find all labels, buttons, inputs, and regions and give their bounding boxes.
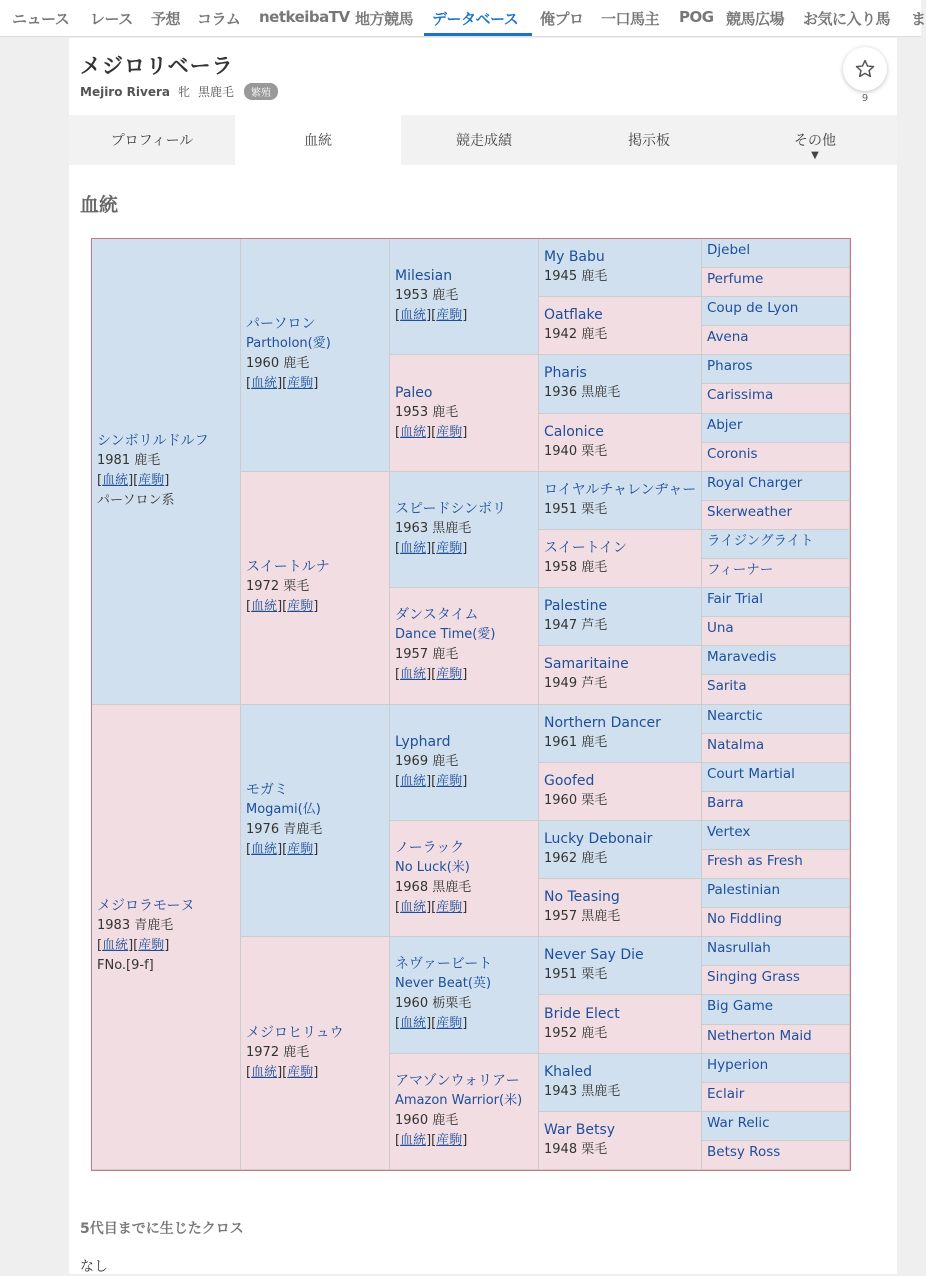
ancestor-name[interactable]: Paleo [395,384,433,401]
pedigree-cell-g5 [702,1083,850,1112]
pedigree-cell-g5 [702,850,850,879]
pedigree-cell-g2 [241,937,390,1170]
pedigree-link[interactable]: 血統 [251,599,278,615]
pedigree-cell-g2 [241,705,390,938]
pedigree-link[interactable]: 血統 [102,938,129,954]
nav-active-indicator [424,33,532,36]
ancestor-name[interactable]: Pharis [544,365,587,382]
pedigree-cell-g5 [702,675,850,704]
pedigree-cell-g5 [702,1025,850,1054]
pedigree-link[interactable]: 血統 [400,424,427,440]
ancestor-name[interactable]: Skerweather [707,503,793,520]
pedigree-cell-g4 [539,937,702,995]
pedigree-cell-g3 [390,239,539,355]
tab-4[interactable] [732,115,898,165]
favorite-count: 9 [861,93,869,104]
ancestor-name[interactable]: Court Martial [707,765,795,782]
nav-item-11[interactable]: お気に入り馬 [803,10,891,28]
ancestor-info: 1962 鹿毛 [544,850,608,866]
ancestor-name[interactable]: スイートルナ [246,559,330,576]
pedigree-cell-g5 [702,384,850,413]
ancestor-info: 1958 鹿毛 [544,560,608,576]
pedigree-cell-g3 [390,588,539,704]
ancestor-name[interactable]: Calonice [544,423,604,440]
ancestor-info: 1953 鹿毛 [395,288,459,304]
pedigree-link[interactable]: 血統 [400,308,427,324]
ancestor-info: 1936 黒鹿毛 [544,385,621,401]
pedigree-cell-g5 [702,326,850,355]
ancestor-info: 1948 栗毛 [544,1141,608,1157]
pedigree-cell-g5 [702,355,850,384]
pedigree-links: [血統][産駒] [395,1132,468,1148]
ancestor-info: 1972 栗毛 [246,579,310,595]
pedigree-link[interactable]: 血統 [400,1132,427,1148]
produce-link[interactable]: 産駒 [436,773,463,789]
pedigree-link[interactable]: 血統 [400,773,427,789]
pedigree-cell-g5 [702,821,850,850]
ancestor-info: 1969 鹿毛 [395,753,459,769]
ancestor-name[interactable]: No Fiddling [707,911,782,928]
ancestor-info: 1961 鹿毛 [544,734,608,750]
ancestor-name[interactable]: Sarita [707,678,747,695]
pedigree-cell-g1 [92,239,241,705]
ancestor-info: 1951 栗毛 [544,967,608,983]
nav-item-1[interactable]: レース [90,10,133,28]
ancestor-name-en[interactable]: No Luck(米) [395,860,470,876]
ancestor-info: 1943 黒鹿毛 [544,1083,621,1099]
nav-item-8[interactable]: 一口馬主 [601,10,660,28]
ancestor-name[interactable]: Betsy Ross [707,1143,781,1160]
tab-bar [69,115,897,165]
pedigree-cell-g5 [702,472,850,501]
pedigree-cell-g4 [539,995,702,1053]
ancestor-info: 1960 鹿毛 [246,356,310,372]
pedigree-links: [血統][産駒] [395,773,468,789]
ancestor-info: 1940 栗毛 [544,443,608,459]
pedigree-links: [血統][産駒] [395,308,468,324]
pedigree-links: [血統][産駒] [395,424,468,440]
produce-link[interactable]: 産駒 [436,1132,463,1148]
ancestor-name[interactable]: Samaritaine [544,656,629,673]
tab-label: プロフィール [110,133,194,149]
ancestor-extra: パーソロン系 [97,492,175,508]
produce-link[interactable]: 産駒 [138,938,165,954]
pedigree-cell-g4 [539,297,702,355]
tab-3[interactable] [566,115,732,165]
ancestor-name[interactable]: パーソロン [246,316,316,333]
ancestor-name[interactable]: Carissima [707,387,774,404]
produce-link[interactable]: 産駒 [436,667,463,683]
produce-link[interactable]: 産駒 [436,424,463,440]
ancestor-name[interactable]: Eclair [707,1085,745,1102]
ancestor-info: 1960 栃栗毛 [395,996,472,1012]
ancestor-name[interactable]: War Relic [707,1114,770,1131]
ancestor-info: 1957 黒鹿毛 [544,909,621,925]
ancestor-info: 1951 栗毛 [544,501,608,517]
pedigree-cell-g4 [539,646,702,704]
ancestor-name[interactable]: スイートイン [544,540,628,557]
pedigree-link[interactable]: 血統 [400,667,427,683]
pedigree-cell-g4 [539,1112,702,1170]
pedigree-link[interactable]: 血統 [251,841,278,857]
pedigree-cell-g5 [702,908,850,937]
pedigree-cell-g5 [702,239,850,268]
pedigree-cell-g4 [539,821,702,879]
ancestor-name[interactable]: Never Say Die [544,947,644,964]
ancestor-name[interactable]: My Babu [544,249,605,266]
ancestor-name[interactable]: Palestinian [707,882,781,899]
pedigree-cell-g3 [390,472,539,588]
ancestor-name[interactable]: Big Game [707,998,774,1015]
nav-item-10[interactable]: 競馬広場 [726,10,785,28]
pedigree-cell-g5 [702,879,850,908]
ancestor-name[interactable]: Singing Grass [707,969,800,986]
ancestor-name[interactable]: Lyphard [395,733,451,750]
ancestor-name[interactable]: Bride Elect [544,1005,620,1022]
pedigree-links: [血統][産駒] [246,376,319,392]
ancestor-name[interactable]: Pharos [707,358,753,375]
ancestor-info: 1957 鹿毛 [395,647,459,663]
pedigree-cell-g5 [702,792,850,821]
ancestor-name[interactable]: Khaled [544,1063,593,1080]
ancestor-name[interactable]: Nearctic [707,707,763,724]
pedigree-cell-g4 [539,239,702,297]
ancestor-name[interactable]: Fresh as Fresh [707,852,803,869]
nav-item-4[interactable]: netkeibaTV [259,8,350,26]
nav-item-9[interactable]: POG [679,8,714,26]
pedigree-link[interactable]: 血統 [251,1064,278,1080]
ancestor-name[interactable]: ネヴァービート [395,956,493,973]
nav-item-2[interactable]: 予想 [151,10,181,28]
ancestor-info: 1976 青鹿毛 [246,821,323,837]
pedigree-cell-g3 [390,1054,539,1170]
tab-2[interactable] [401,115,567,165]
pedigree-cell-g4 [539,1054,702,1112]
produce-link[interactable]: 産駒 [436,1016,463,1032]
ancestor-name[interactable]: Una [707,620,734,637]
ancestor-name[interactable]: Fair Trial [707,591,763,608]
pedigree-links: [血統][産駒] [395,900,468,916]
ancestor-name[interactable]: War Betsy [544,1121,616,1138]
tab-0[interactable] [69,115,235,165]
produce-link[interactable]: 産駒 [287,599,314,615]
pedigree-link[interactable]: 血統 [400,1016,427,1032]
ancestor-info: 1952 鹿毛 [544,1025,608,1041]
pedigree-cell-g5 [702,1112,850,1141]
main-panel [69,38,897,1274]
pedigree-links: [血統][産駒] [97,472,170,488]
ancestor-name[interactable]: Hyperion [707,1056,769,1073]
ancestor-name[interactable]: Royal Charger [707,474,803,491]
ancestor-name[interactable]: ロイヤルチャレンヂャー [544,481,697,498]
ancestor-name[interactable]: Abjer [707,416,743,433]
produce-link[interactable]: 産駒 [287,1064,314,1080]
horse-subtitle [80,83,278,100]
horse-name-en: Mejiro Rivera [80,84,170,99]
ancestor-info: 1953 鹿毛 [395,404,459,420]
top-navigation [0,0,926,37]
pedigree-cell-g1 [92,705,241,1171]
tab-label: 競走成績 [456,133,512,149]
pedigree-cell-g5 [702,588,850,617]
ancestor-name[interactable]: No Teasing [544,889,620,906]
tab-label: 掲示板 [628,133,670,149]
nav-item-5[interactable]: 地方競馬 [355,10,414,28]
ancestor-name[interactable]: Perfume [707,271,764,288]
ancestor-name[interactable]: ノーラック [395,840,465,857]
ancestor-name[interactable]: Coup de Lyon [707,300,799,317]
ancestor-name[interactable]: Oatflake [544,307,603,324]
nav-item-7[interactable]: 俺プロ [540,10,584,28]
ancestor-name[interactable]: Natalma [707,736,765,753]
ancestor-name[interactable]: シンボリルドルフ [97,432,209,449]
section-title: 血統 [80,194,119,216]
ancestor-name[interactable]: Netherton Maid [707,1027,812,1044]
pedigree-cell-g4 [539,472,702,530]
ancestor-info: 1960 鹿毛 [395,1112,459,1128]
pedigree-link[interactable]: 血統 [102,472,129,488]
produce-link[interactable]: 産駒 [436,900,463,916]
ancestor-info: 1981 鹿毛 [97,452,161,468]
ancestor-name[interactable]: スピードシンボリ [395,500,507,517]
ancestor-name[interactable]: Coronis [707,445,758,462]
ancestor-name[interactable]: Palestine [544,598,608,615]
ancestor-name[interactable]: モガミ [246,781,288,798]
produce-link[interactable]: 産駒 [436,540,463,556]
star-outline-icon [854,58,876,80]
ancestor-info: 1942 鹿毛 [544,327,608,343]
pedigree-cell-g4 [539,414,702,472]
favorite-button[interactable] [843,47,887,91]
pedigree-links: [血統][産駒] [246,1064,319,1080]
pedigree-links: [血統][産駒] [97,938,170,954]
pedigree-cell-g4 [539,705,702,763]
ancestor-info: 1945 鹿毛 [544,269,608,285]
ancestor-info: 1963 黒鹿毛 [395,520,472,536]
produce-link[interactable]: 産駒 [138,472,165,488]
tab-label: 血統 [304,133,332,149]
pedigree-cell-g5 [702,501,850,530]
pedigree-cell-g3 [390,821,539,937]
pedigree-links: [血統][産駒] [395,1016,468,1032]
ancestor-name[interactable]: Djebel [707,242,751,258]
pedigree-cell-g5 [702,559,850,588]
cross-title: 5代目までに生じたクロス [80,1221,244,1237]
pedigree-cell-g5 [702,414,850,443]
pedigree-cell-g5 [702,617,850,646]
pedigree-cell-g5 [702,995,850,1024]
ancestor-name[interactable]: メジロラモーヌ [97,898,195,915]
produce-link[interactable]: 産駒 [436,308,463,324]
tab-1[interactable] [235,115,401,165]
pedigree-cell-g4 [539,879,702,937]
pedigree-cell-g3 [390,705,539,821]
pedigree-cell-g5 [702,763,850,792]
pedigree-links: [血統][産駒] [395,540,468,556]
ancestor-extra: FNo.[9-f] [97,958,154,974]
pedigree-cell-g4 [539,763,702,821]
ancestor-name[interactable]: フィーナー [707,562,774,579]
pedigree-cell-g3 [390,355,539,471]
ancestor-name[interactable]: Goofed [544,772,595,789]
ancestor-name[interactable]: Maravedis [707,649,777,666]
nav-item-0[interactable]: ニュース [12,10,70,28]
ancestor-name[interactable]: Barra [707,794,744,811]
pedigree-cell-g5 [702,297,850,326]
ancestor-name[interactable]: ライジングライト [707,532,814,549]
pedigree-cell-g4 [539,588,702,646]
cross-value: なし [80,1259,108,1275]
pedigree-cell-g5 [702,268,850,297]
pedigree-cell-g5 [702,1141,850,1170]
pedigree-cell-g4 [539,530,702,588]
caret-down-icon: ▼ [811,150,819,161]
pedigree-cell-g5 [702,530,850,559]
pedigree-links: [血統][産駒] [246,599,319,615]
pedigree-links: [血統][産駒] [395,667,468,683]
ancestor-info: 1983 青鹿毛 [97,918,174,934]
pedigree-cell-g5 [702,443,850,472]
ancestor-info: 1968 黒鹿毛 [395,880,472,896]
pedigree-cell-g5 [702,734,850,763]
nav-item-3[interactable]: コラム [197,10,241,28]
ancestor-info: 1947 芦毛 [544,618,608,634]
horse-sex: 牝 [177,85,190,99]
pedigree-cell-g5 [702,705,850,734]
pedigree-link[interactable]: 血統 [400,540,427,556]
ancestor-name[interactable]: Milesian [395,268,453,285]
pedigree-link[interactable]: 血統 [400,900,427,916]
pedigree-cell-g5 [702,1054,850,1083]
pedigree-cell-g5 [702,937,850,966]
tab-label: その他 [794,133,836,149]
pedigree-cell-g5 [702,966,850,995]
ancestor-name[interactable]: Northern Dancer [544,714,661,731]
status-badge: 繁殖 [244,83,278,100]
pedigree-cell-g2 [241,239,390,472]
pedigree-link[interactable]: 血統 [251,376,278,392]
pedigree-links: [血統][産駒] [246,841,319,857]
pedigree-cell-g5 [702,646,850,675]
ancestor-info: 1960 栗毛 [544,792,608,808]
produce-link[interactable]: 産駒 [287,841,314,857]
pedigree-cell-g4 [539,355,702,413]
nav-item-12[interactable]: ま [911,10,926,28]
ancestor-name[interactable]: メジロヒリュウ [246,1024,344,1041]
ancestor-name[interactable]: Nasrullah [707,940,771,957]
ancestor-name[interactable]: ダンスタイム [395,607,479,624]
ancestor-name-en[interactable]: Partholon(愛) [246,336,331,352]
ancestor-name-en[interactable]: Dance Time(愛) [395,627,496,643]
ancestor-name[interactable]: Vertex [707,823,751,840]
ancestor-info: 1949 芦毛 [544,676,608,692]
ancestor-name-en[interactable]: Mogami(仏) [246,801,321,817]
horse-coat: 黒鹿毛 [198,85,235,99]
pedigree-cell-g3 [390,937,539,1053]
horse-name: メジロリベーラ [80,54,234,78]
nav-item-6[interactable]: データベース [432,10,519,28]
ancestor-name[interactable]: Avena [707,329,749,346]
ancestor-info: 1972 鹿毛 [246,1044,310,1060]
pedigree-cell-g2 [241,472,390,705]
produce-link[interactable]: 産駒 [287,376,314,392]
ancestor-name-en[interactable]: Never Beat(英) [395,976,492,992]
ancestor-name[interactable]: Lucky Debonair [544,830,653,847]
pedigree-table [91,238,851,1171]
ancestor-name[interactable]: アマゾンウォリアー [395,1072,520,1089]
ancestor-name-en[interactable]: Amazon Warrior(米) [395,1092,523,1108]
